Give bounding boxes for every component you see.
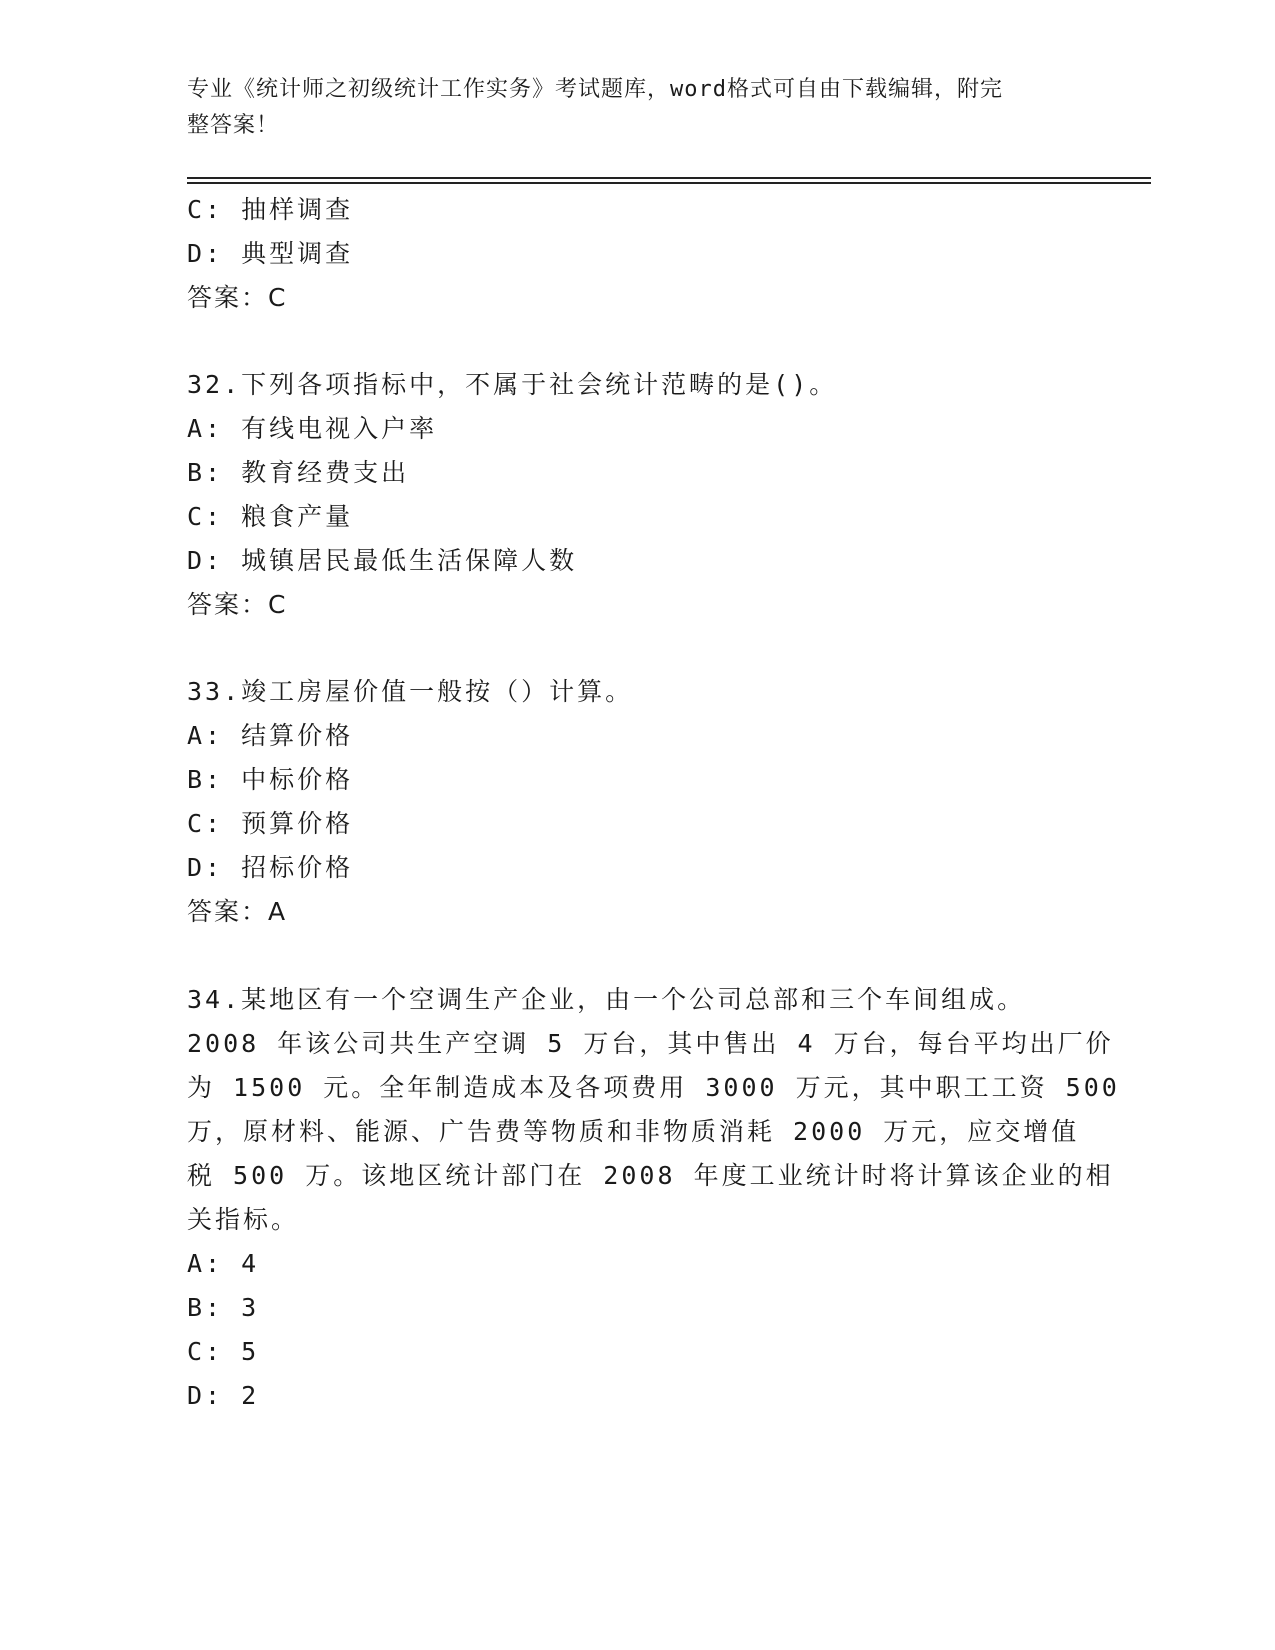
- answer: 答案：C: [187, 283, 288, 312]
- option-a: A: 有线电视入户率: [187, 414, 438, 443]
- option-c: C: 5: [187, 1337, 260, 1366]
- header-rule: [187, 182, 1151, 184]
- option-d: D: 2: [187, 1381, 260, 1410]
- option-c: C: 粮食产量: [187, 502, 354, 531]
- document-header: [187, 72, 1067, 144]
- option-c: C: 预算价格: [187, 809, 354, 838]
- option-d: D: 城镇居民最低生活保障人数: [187, 546, 578, 575]
- question-stem: 32.下列各项指标中，不属于社会统计范畴的是()。: [187, 370, 838, 399]
- option-a: A: 4: [187, 1249, 260, 1278]
- question-stem: 33.竣工房屋价值一般按（）计算。: [187, 677, 634, 706]
- option-c: C: 抽样调查: [187, 195, 354, 224]
- option-a: A: 结算价格: [187, 721, 354, 750]
- option-b: B: 3: [187, 1293, 260, 1322]
- header-line: 专业《统计师之初级统计工作实务》考试题库，word格式可自由下载编辑，附完: [187, 77, 1003, 102]
- question-stem-line: 2008 年该公司共生产空调 5 万台，其中售出 4 万台，每台平均出厂价: [187, 1029, 1114, 1058]
- answer: 答案：C: [187, 590, 288, 619]
- question-stem-line: 税 500 万。该地区统计部门在 2008 年度工业统计时将计算该企业的相: [187, 1161, 1114, 1190]
- option-b: B: 中标价格: [187, 765, 354, 794]
- question-stem-line: 万，原材料、能源、广告费等物质和非物质消耗 2000 万元，应交增值: [187, 1117, 1080, 1146]
- header-line: 整答案！: [187, 113, 280, 138]
- question-stem-line: 34.某地区有一个空调生产企业，由一个公司总部和三个车间组成。: [187, 985, 1026, 1014]
- option-d: D: 招标价格: [187, 853, 354, 882]
- option-d: D: 典型调查: [187, 239, 354, 268]
- option-b: B: 教育经费支出: [187, 458, 410, 487]
- answer: 答案：A: [187, 897, 288, 926]
- header-rule: [187, 177, 1151, 179]
- question-stem-line: 为 1500 元。全年制造成本及各项费用 3000 万元，其中职工工资 500: [187, 1073, 1120, 1102]
- question-stem-line: 关指标。: [187, 1205, 300, 1234]
